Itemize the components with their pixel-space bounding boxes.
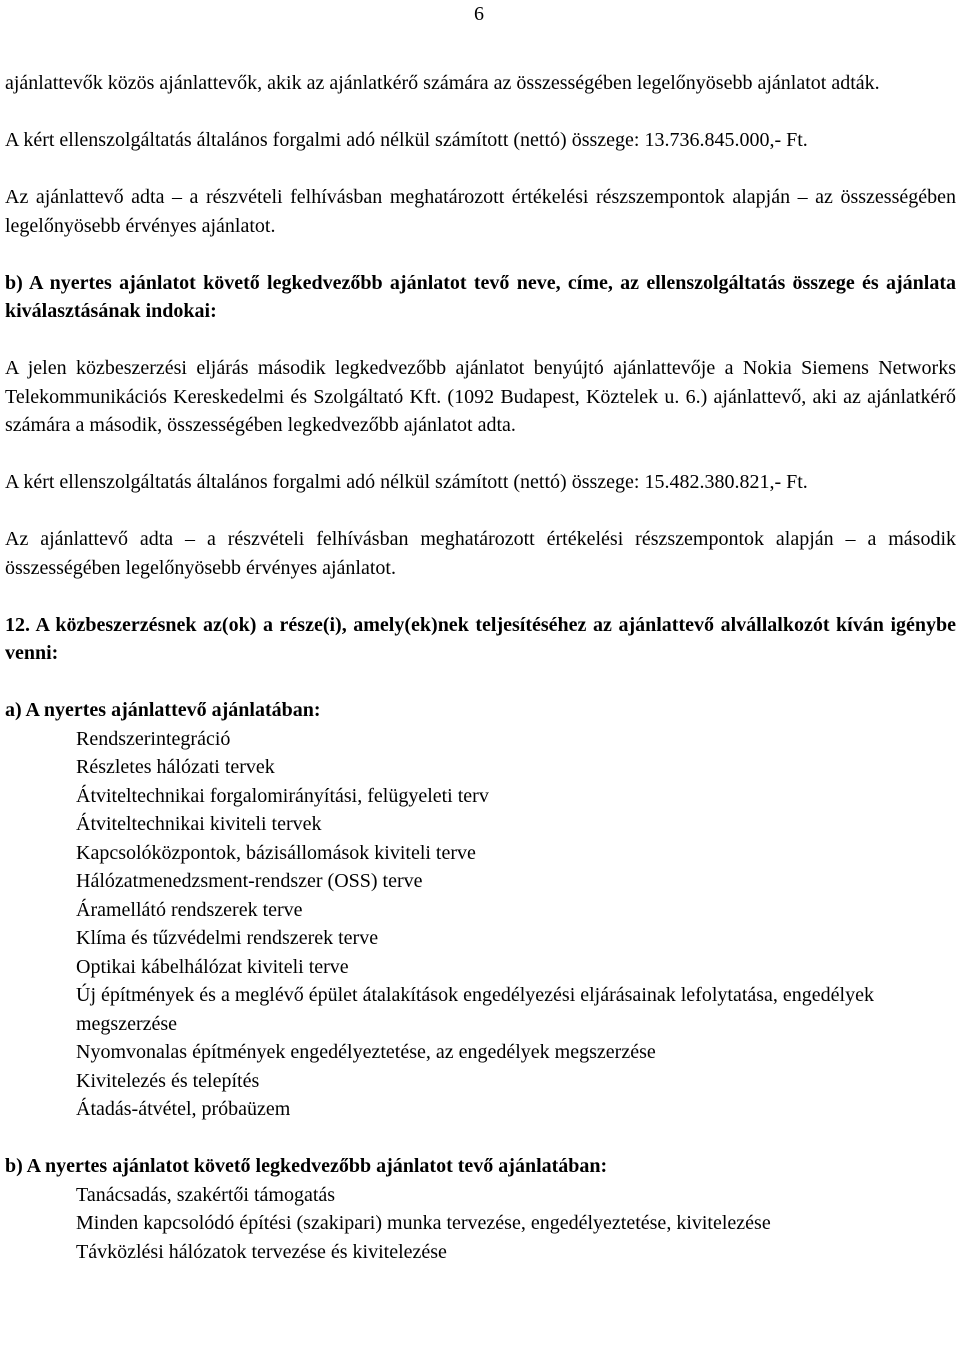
paragraph: A kért ellenszolgáltatás általános forgalmi adó nélkül számított (nettó) összege: 13.736.845.000,- Ft. [5, 129, 808, 151]
list-item: Rendszerintegráció [76, 727, 231, 750]
list-item: Klíma és tűzvédelmi rendszerek terve [76, 927, 379, 949]
item-list [5, 1181, 956, 1267]
list-item: Tanácsadás, szakértői támogatás [76, 1183, 336, 1206]
paragraph: ajánlattevők közös ajánlattevők, akik az ajánlatkérő számára az összességében legelőnyösebb ajánlatot adták. [5, 72, 880, 94]
section-heading: 12. A közbeszerzésnek az(ok) a része(i), amely(ek)nek teljesítéséhez az ajánlattevő alvállalkozót kíván igénybe venni: [5, 613, 956, 664]
section-heading: b) A nyertes ajánlatot követő legkedvezőbb ajánlatot tevő neve, címe, az ellenszolgáltatás összege és ajánlata kiválasztásának indokai: [5, 271, 956, 322]
paragraph: A kért ellenszolgáltatás általános forgalmi adó nélkül számított (nettó) összege: 15.482.380.821,- Ft. [5, 471, 808, 493]
paragraph: Az ajánlattevő adta – a részvételi felhívásban meghatározott értékelési részszempontok alapján – a második összességében legelőnyösebb érvényes ajánlatot. [5, 528, 956, 579]
page-number: 6 [474, 3, 484, 25]
list-item: Hálózatmenedzsment-rendszer (OSS) terve [76, 870, 423, 892]
list-item: Távközlési hálózatok tervezése és kivitelezése [76, 1240, 447, 1263]
document-body [5, 69, 956, 1266]
list-item: Új építmények és a meglévő épület átalakítások engedélyezési eljárásainak lefolytatása, engedélyek megszerzése [76, 984, 874, 1035]
list-item: Kivitelezés és telepítés [76, 1069, 260, 1092]
list-item: Áramellátó rendszerek terve [76, 898, 303, 921]
list-item: Részletes hálózati tervek [76, 756, 275, 778]
subsection-heading: b) A nyertes ajánlatot követő legkedvezőbb ajánlatot tevő ajánlatában: [5, 1155, 608, 1177]
list-item: Optikai kábelhálózat kiviteli terve [76, 955, 349, 978]
item-list [5, 725, 956, 1124]
paragraph: Az ajánlattevő adta – a részvételi felhívásban meghatározott értékelési részszempontok alapján – az összességében legelőnyösebb érvényes ajánlatot. [5, 186, 956, 237]
list-item: Nyomvonalas építmények engedélyeztetése, az engedélyek megszerzése [76, 1041, 656, 1063]
list-item: Átviteltechnikai kiviteli tervek [76, 813, 322, 835]
subsection-heading: a) A nyertes ajánlattevő ajánlatában: [5, 699, 321, 721]
list-item: Átviteltechnikai forgalomirányítási, felügyeleti terv [76, 784, 489, 807]
list-item: Átadás-átvétel, próbaüzem [76, 1098, 291, 1120]
list-item: Minden kapcsolódó építési (szakipari) munka tervezése, engedélyeztetése, kivitelezése [76, 1212, 771, 1234]
list-item: Kapcsolóközpontok, bázisállomások kiviteli terve [76, 841, 476, 864]
paragraph: A jelen közbeszerzési eljárás második legkedvezőbb ajánlatot benyújtó ajánlattevője a Nokia Siemens Networks Telekommunikációs Kereskedelmi és Szolgáltató Kft. (1092 Budapest, Köztelek u. 6.) ajánlattevő, aki az ajánlatkérő számára a második, összességében legkedvezőbb ajánlatot adta. [5, 357, 956, 436]
